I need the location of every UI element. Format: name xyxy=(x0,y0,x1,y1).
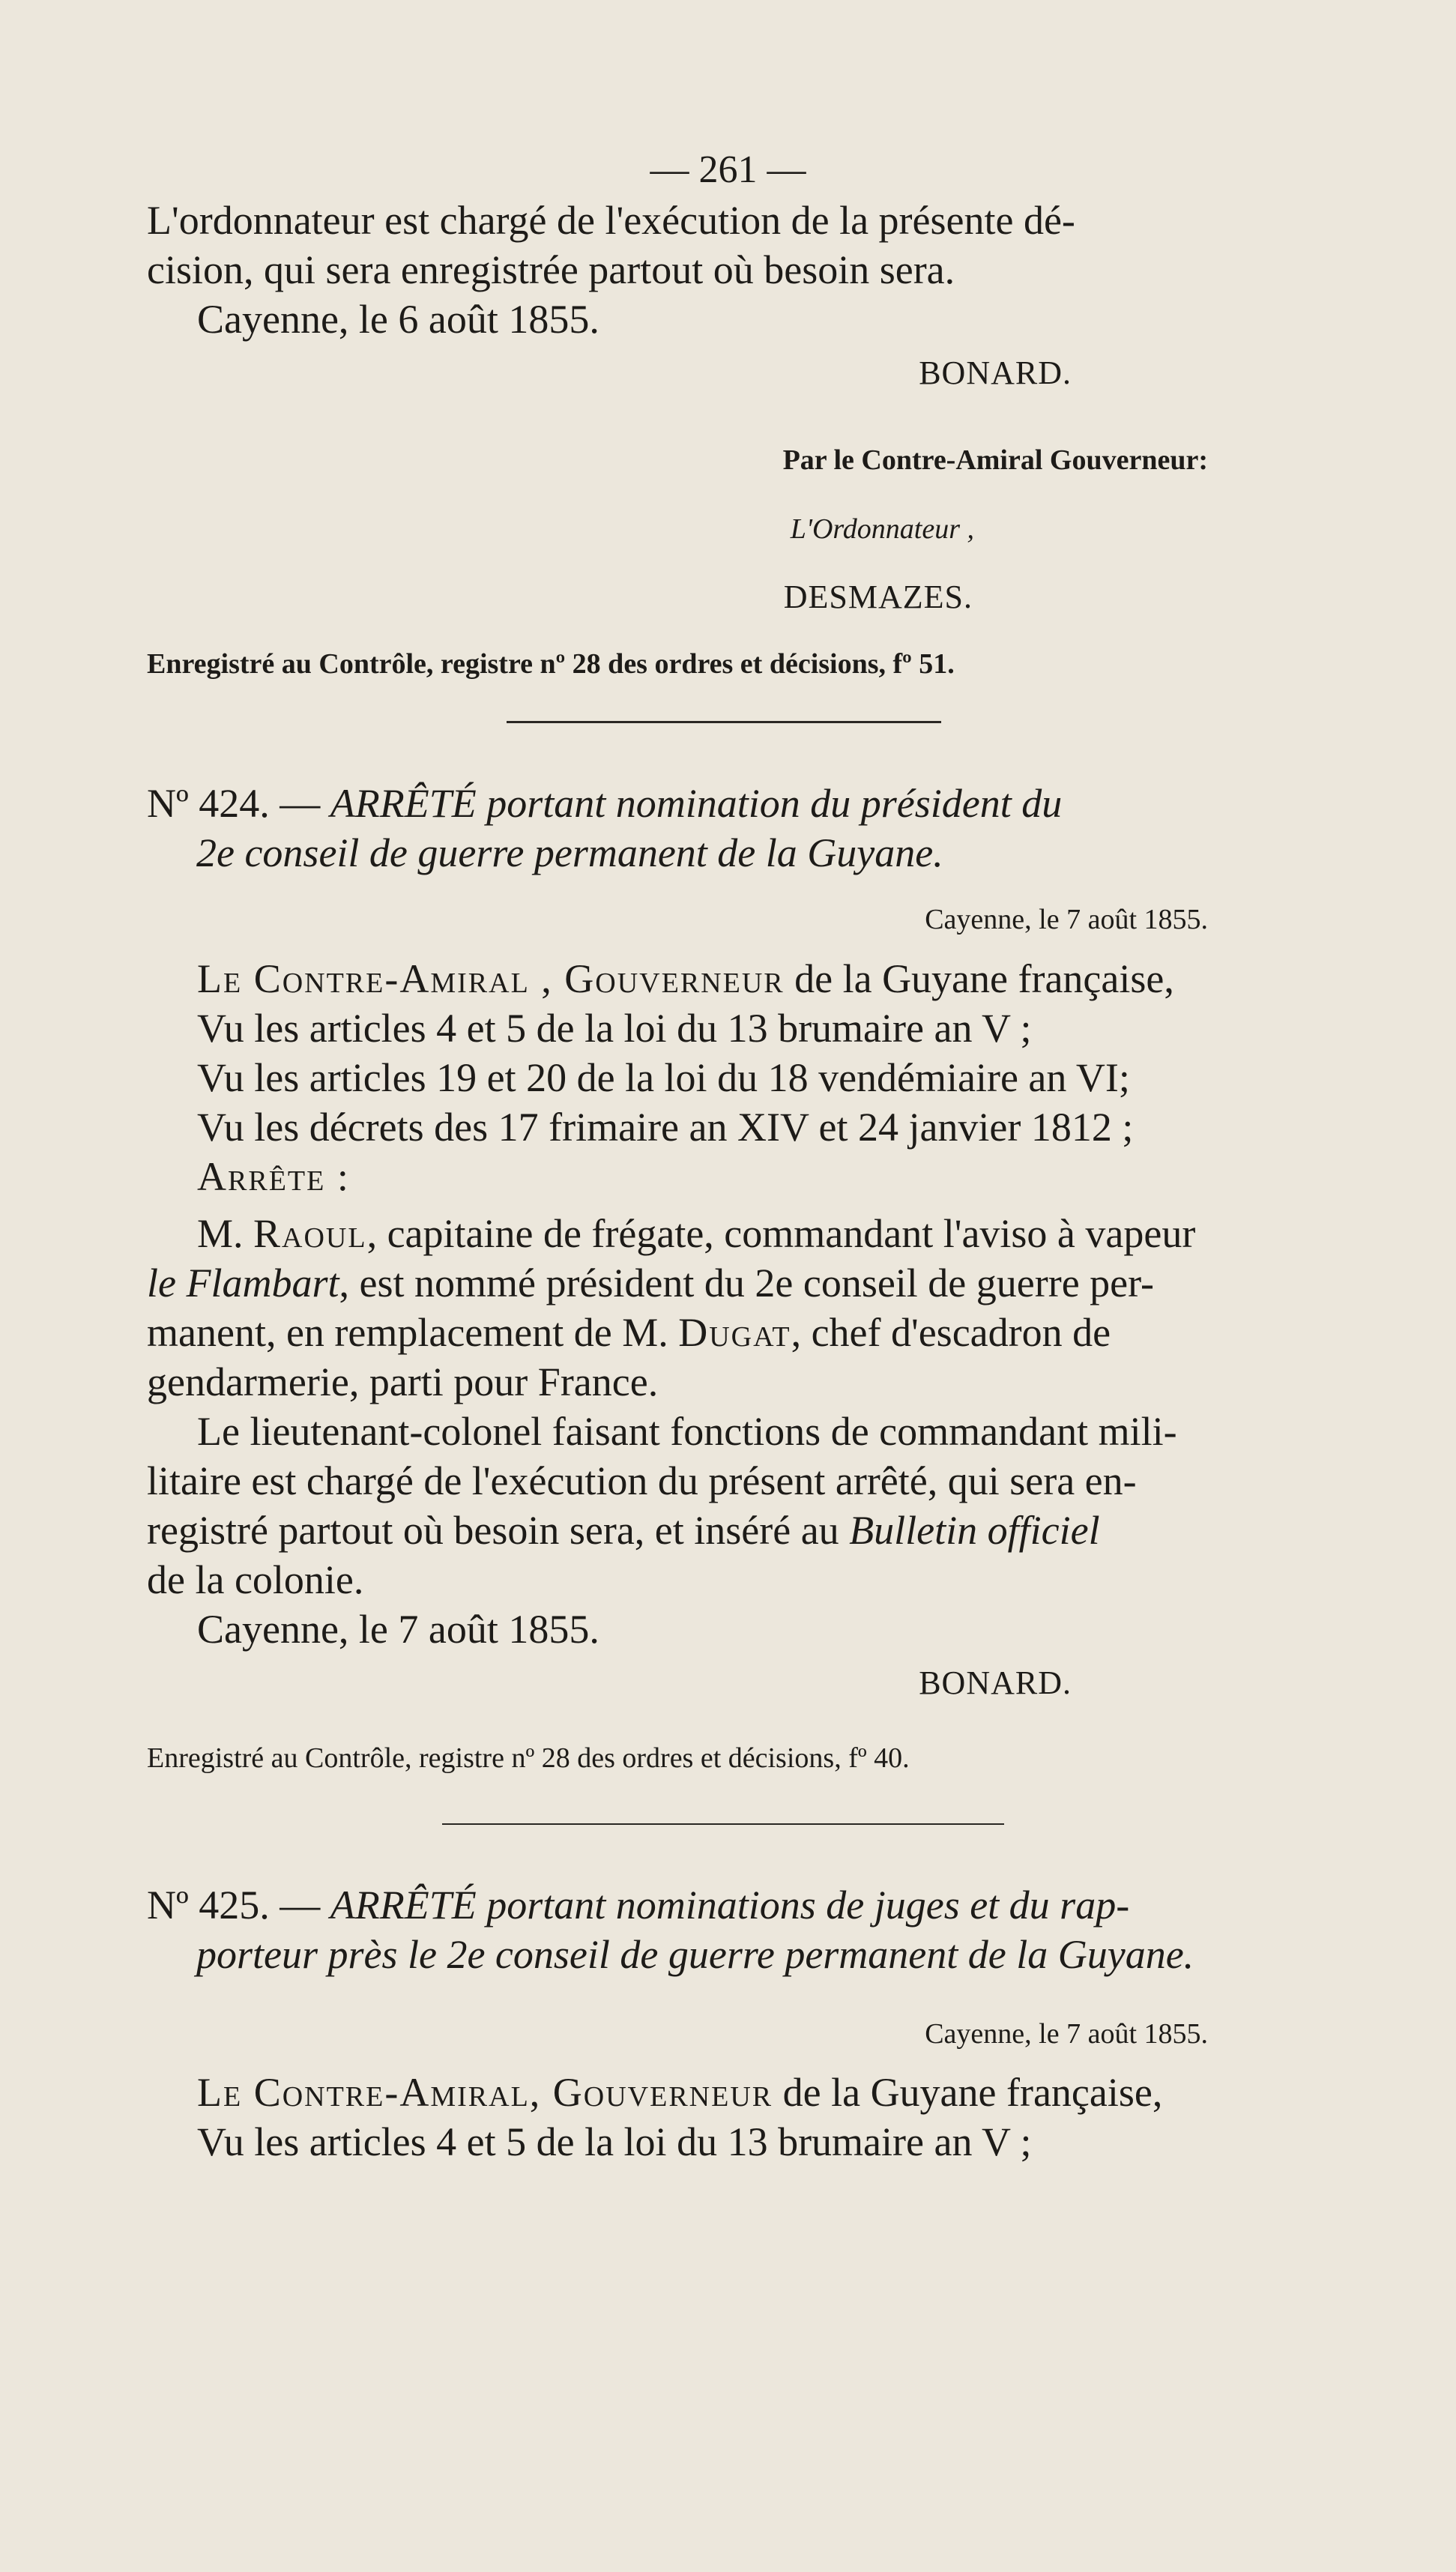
decree424-vu-2: Vu les articles 19 et 20 de la loi du 18 vendémiaire an VI; xyxy=(197,1055,1130,1100)
decree424-para1-line-4: gendarmerie, parti pour France. xyxy=(147,1359,659,1404)
intro-registration: Enregistré au Contrôle, registre nº 28 des ordres et décisions, fº 51. xyxy=(147,648,955,680)
decree424-vu-1: Vu les articles 4 et 5 de la loi du 13 brumaire an V ; xyxy=(197,1006,1032,1051)
decree424-registration: Enregistré au Contrôle, registre nº 28 des ordres et décisions, fº 40. xyxy=(147,1742,910,1774)
intro-line-1: L'ordonnateur est chargé de l'exécution de la présente dé- xyxy=(147,198,1075,243)
decree424-title: ARRÊTÉ portant nomination du président du xyxy=(330,781,1063,826)
decree425-issuer: Le Contre-Amiral, Gouverneur xyxy=(197,2070,773,2115)
decree425-title-line-1 xyxy=(147,1881,1129,1929)
decree424-para2-line-2: litaire est chargé de l'exécution du présent arrêté, qui sera en- xyxy=(147,1458,1137,1503)
intro-ordonnateur-name: DESMAZES. xyxy=(783,579,973,615)
decree424-vu-3: Vu les décrets des 17 frimaire an XIV et 24 janvier 1812 ; xyxy=(197,1105,1134,1150)
separator-rule-2 xyxy=(442,1823,1004,1825)
decree424-name-raoul: Raoul xyxy=(253,1211,367,1256)
decree424-para1-line-1: M. Raoul, capitaine de frégate, commandant l'aviso à vapeur xyxy=(197,1211,1196,1256)
decree425-issuer-line: Le Contre-Amiral, Gouverneur de la Guyane française, xyxy=(197,2070,1163,2115)
decree424-date: Cayenne, le 7 août 1855. xyxy=(197,1607,599,1652)
decree424-ship-name: le Flambart xyxy=(147,1261,339,1305)
intro-date: Cayenne, le 6 août 1855. xyxy=(197,297,599,342)
decree425-vu-1: Vu les articles 4 et 5 de la loi du 13 brumaire an V ; xyxy=(197,2119,1032,2164)
decree424-number: Nº 424. xyxy=(147,781,270,826)
intro-by-order: Par le Contre-Amiral Gouverneur: xyxy=(782,444,1208,476)
decree424-arrete: Arrête : xyxy=(197,1154,350,1199)
decree424-bulletin: Bulletin officiel xyxy=(849,1508,1100,1553)
intro-ordonnateur-title: L'Ordonnateur , xyxy=(790,513,974,545)
decree424-dash: — xyxy=(280,781,321,826)
intro-line-2: cision, qui sera enregistrée partout où besoin sera. xyxy=(147,247,955,292)
decree425-title-line-2: porteur près le 2e conseil de guerre permanent de la Guyane. xyxy=(196,1932,1194,1977)
decree424-para2-line-3: registré partout où besoin sera, et inséré au Bulletin officiel xyxy=(147,1508,1100,1553)
decree424-para2-line-4: de la colonie. xyxy=(147,1557,364,1602)
decree424-dateline: Cayenne, le 7 août 1855. xyxy=(925,904,1208,935)
decree424-issuer: Le Contre-Amiral , Gouverneur xyxy=(197,956,785,1001)
separator-rule xyxy=(507,721,941,723)
page-number: — 261 — xyxy=(650,148,806,191)
decree424-para1-line-3: manent, en remplacement de M. Dugat, chef d'escadron de xyxy=(147,1310,1111,1355)
decree424-para2-line-1: Le lieutenant-colonel faisant fonctions de commandant mili- xyxy=(197,1409,1177,1454)
decree424-para1-line-2: le Flambart, est nommé président du 2e conseil de guerre per- xyxy=(147,1261,1155,1305)
decree425-title: ARRÊTÉ portant nominations de juges et du rap- xyxy=(330,1883,1130,1928)
decree424-signature: BONARD. xyxy=(919,1664,1072,1701)
decree424-name-dugat: Dugat xyxy=(678,1310,791,1355)
decree424-title-line-2: 2e conseil de guerre permanent de la Guyane. xyxy=(196,830,943,875)
decree425-dash: — xyxy=(280,1883,321,1928)
intro-signature: BONARD. xyxy=(919,354,1072,391)
decree424-title-line-1 xyxy=(147,779,1062,827)
decree424-issuer-line: Le Contre-Amiral , Gouverneur de la Guyane française, xyxy=(197,956,1174,1001)
decree425-number: Nº 425. xyxy=(147,1883,270,1928)
decree425-dateline: Cayenne, le 7 août 1855. xyxy=(925,2018,1208,2050)
